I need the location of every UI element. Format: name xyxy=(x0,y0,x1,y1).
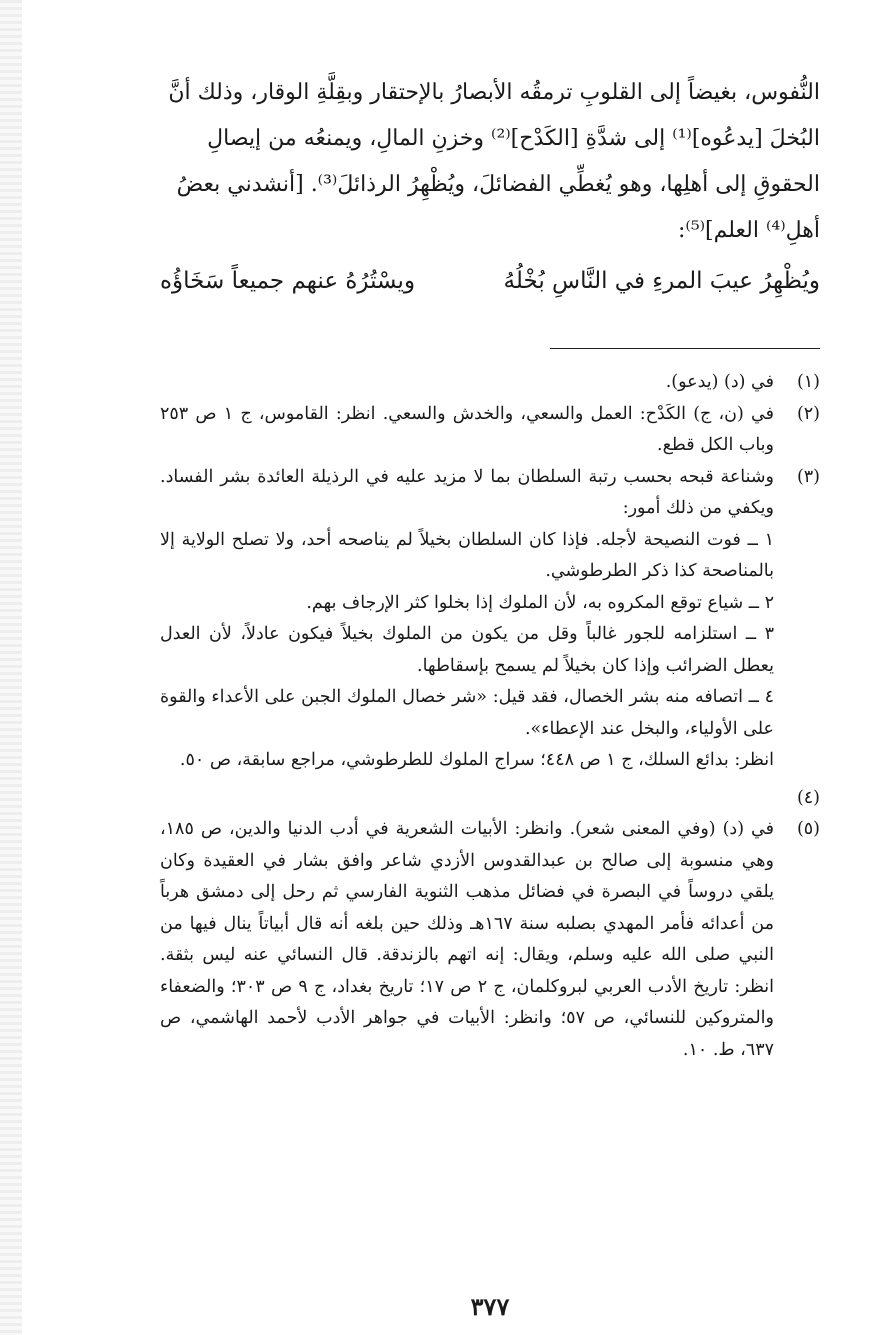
footnote-text: في (ن، ج) الكَدْح: العمل والسعي، والخدش والسعي. انظر: القاموس، ج ١ ص ٢٥٣ وباب الكل قطع. xyxy=(160,403,774,455)
footnote-2 xyxy=(160,399,820,462)
main-text-line: أهلِ⁽⁴⁾ العلم]⁽⁵⁾: xyxy=(677,218,820,243)
footnote-3 xyxy=(160,462,820,777)
footnote-list-item: ١ ــ فوت النصيحة لأجله. فإذا كان السلطان بخيلاً لم يناصحه أحد، ولا تصلح الولاية إلا بالمناصحة كذا ذكر الطرطوشي. xyxy=(160,529,774,581)
poetry-verse xyxy=(160,258,820,304)
book-page xyxy=(160,70,820,1321)
footnote-text: في (د) (يدعو). xyxy=(665,372,774,392)
footnote-body xyxy=(160,814,774,1066)
scan-margin xyxy=(0,0,22,1335)
main-text-line: الحقوقِ إلى أهلِها، وهو يُغطِّي الفضائلَ، ويُظْهِرُ الرذائلَ⁽³⁾. [أنشدني بعضُ xyxy=(176,172,820,197)
footnote-5 xyxy=(160,814,820,1066)
main-text-line: البُخلَ [يدعُوه]⁽¹⁾ إلى شدَّةِ [الكَدْح]⁽²⁾ وخزنِ المالِ، ويمنعُه من إيصالِ xyxy=(207,126,820,151)
page-number: ٣٧٧ xyxy=(470,1292,510,1321)
footnotes xyxy=(160,367,820,1066)
footnote-number: (٣) xyxy=(796,466,820,487)
footnote-list-item: ٢ ــ شياع توقع المكروه به، لأن الملوك إذا بخلوا كثر الإرجاف بهم. xyxy=(306,592,774,613)
footnote-text: في (د) (وفي المعنى شعر). وانظر: الأبيات الشعرية في أدب الدنيا والدين، ص ١٨٥، وهي منسوبة إلى صالح بن عبدالقدوس الأزدي شاعر وافق بشار في العقيدة وكان يلقي دروساً في البصرة في فضائل مذهب الثنوية الفارسي ثم رحل إلى دمشق هرباً من أعدائه فأمر المهدي بصلبه سنة ١٦٧هـ وذلك حين بلغه أنه قال أبياتاً ينال فيها من النبي صلى الله عليه وسلم، ويقال: إنه اتهم بالزندقة. قال النسائي عنه ليس بثقة. انظر: تاريخ الأدب العربي لبروكلمان، ج ٢ ص ١٧؛ تاريخ بغداد، ج ٩ ص ٣٠٣؛ والضعفاء والمتروكين للنسائي، ص ٥٧؛ وانظر: الأبيات في جواهر الأدب لأحمد الهاشمي، ص ٦٣٧، ط. ١٠. xyxy=(160,819,774,1060)
footnote-separator xyxy=(550,348,820,349)
footnote-body xyxy=(160,367,774,399)
footnote-4 xyxy=(160,783,820,815)
footnote-number: (٢) xyxy=(796,403,820,424)
footnote-number: (١) xyxy=(796,372,820,392)
footnote-list-item: ٣ ــ استلزامه للجور غالباً وقل من يكون من الملوك بخيلاً فيكون عادلاً، لأن العدل يعطل الضرائب وإذا كان بخيلاً لم يسمح بإسقاطها. xyxy=(160,624,774,676)
verse-second-hemistich: ويسْتُرُهُ عنهم جميعاً سَخَاؤُه xyxy=(160,268,416,294)
main-text xyxy=(160,70,820,254)
verse-first-hemistich: ويُظْهِرُ عيبَ المرءِ في النَّاسِ بُخْلُهُ xyxy=(503,268,820,294)
main-text-line: النُّفوس، بغيضاً إلى القلوبِ ترمقُه الأبصارُ بالإحتقار وبقِلَّةِ الوقار، وذلك أنَّ xyxy=(168,80,820,105)
footnote-list-item: ٤ ــ اتصافه منه بشر الخصال، فقد قيل: «شر خصال الملوك الجبن على الأعداء والقوة على الأولياء، والبخل عند الإعطاء». xyxy=(160,687,774,739)
footnote-number: (٥) xyxy=(796,819,820,839)
footnote-body xyxy=(160,399,774,462)
footnote-text: وشناعة قبحه بحسب رتبة السلطان بما لا مزيد عليه في الرذيلة العائدة بشر الفساد. ويكفي من ذلك أمور: xyxy=(160,466,774,518)
footnote-1 xyxy=(160,367,820,399)
footnote-reference: انظر: بدائع السلك، ج ١ ص ٤٤٨؛ سراج الملوك للطرطوشي، مراجع سابقة، ص ٥٠. xyxy=(179,750,774,770)
footnote-body xyxy=(160,462,774,777)
footnote-number: (٤) xyxy=(796,787,820,808)
